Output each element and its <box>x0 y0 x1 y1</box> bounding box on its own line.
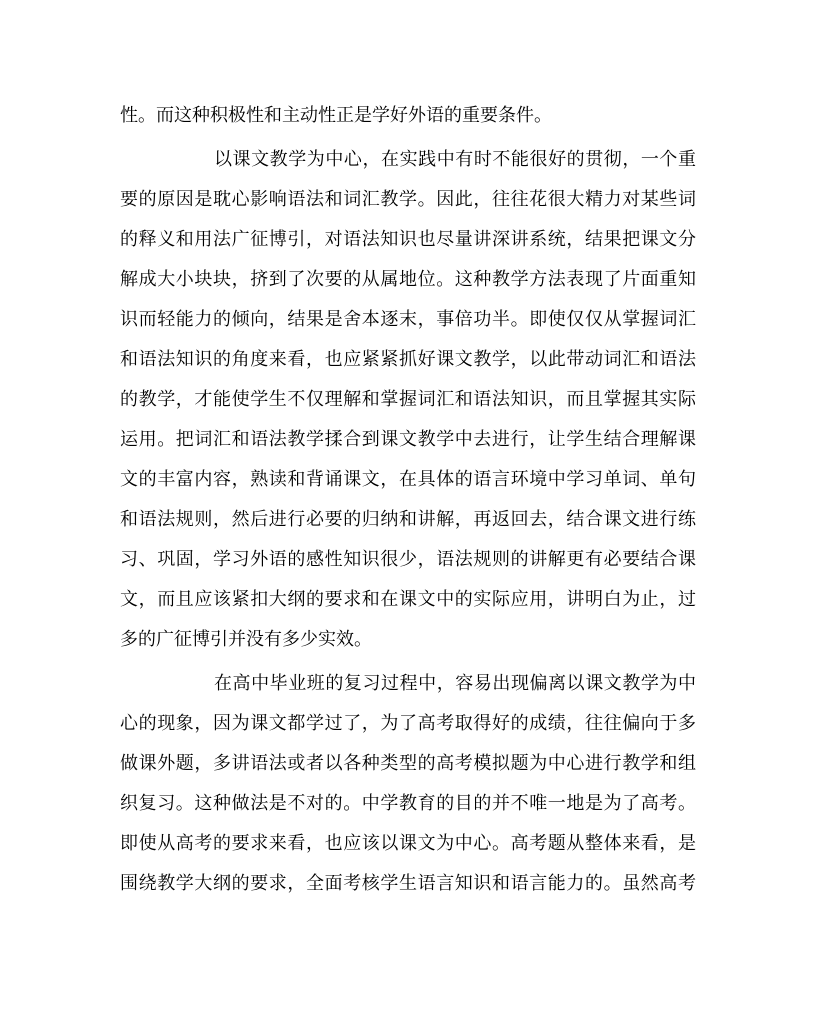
paragraph-line: 运用。把词汇和语法教学揉合到课文教学中去进行，让学生结合理解课 <box>120 429 696 450</box>
paragraph-line: 的释义和用法广征博引，对语法知识也尽量讲深讲系统，结果把课文分 <box>120 229 696 250</box>
paragraph-line: 性。而这种积极性和主动性正是学好外语的重要条件。 <box>120 105 552 126</box>
paragraph-line: 识而轻能力的倾向，结果是舍本逐末，事倍功半。即使仅仅从掌握词汇 <box>120 309 696 330</box>
paragraph-line: 做课外题，多讲语法或者以各种类型的高考模拟题为中心进行教学和组 <box>120 753 696 774</box>
paragraph-line: 织复习。这种做法是不对的。中学教育的目的并不唯一地是为了高考。 <box>120 793 696 814</box>
paragraph-line: 习、巩固，学习外语的感性知识很少，语法规则的讲解更有必要结合课 <box>120 549 696 570</box>
paragraph-line: 要的原因是耽心影响语法和词汇教学。因此，往往花很大精力对某些词 <box>120 189 696 210</box>
paragraph-line: 文，而且应该紧扣大纲的要求和在课文中的实际应用，讲明白为止，过 <box>120 589 696 610</box>
paragraph-line: 解成大小块块，挤到了次要的从属地位。这种教学方法表现了片面重知 <box>120 269 696 290</box>
paragraph-line: 心的现象，因为课文都学过了，为了高考取得好的成绩，往往偏向于多 <box>120 713 696 734</box>
document-page <box>120 96 696 904</box>
paragraph-line: 围绕教学大纲的要求，全面考核学生语言知识和语言能力的。虽然高考 <box>120 873 696 894</box>
paragraph-line: 多的广征博引并没有多少实效。 <box>120 629 372 650</box>
paragraph-line: 文的丰富内容，熟读和背诵课文，在具体的语言环境中学习单词、单句 <box>120 469 696 490</box>
paragraph-line: 以课文教学为中心，在实践中有时不能很好的贯彻，一个重 <box>214 149 696 170</box>
paragraph-line: 的教学，才能使学生不仅理解和掌握词汇和语法知识，而且掌握其实际 <box>120 389 696 410</box>
paragraph-line: 和语法知识的角度来看，也应紧紧抓好课文教学，以此带动词汇和语法 <box>120 349 696 370</box>
paragraph-line: 和语法规则，然后进行必要的归纳和讲解，再返回去，结合课文进行练 <box>120 509 696 530</box>
paragraph-line: 在高中毕业班的复习过程中，容易出现偏离以课文教学为中 <box>214 673 696 694</box>
paragraph-line: 即使从高考的要求来看，也应该以课文为中心。高考题从整体来看，是 <box>120 833 696 854</box>
